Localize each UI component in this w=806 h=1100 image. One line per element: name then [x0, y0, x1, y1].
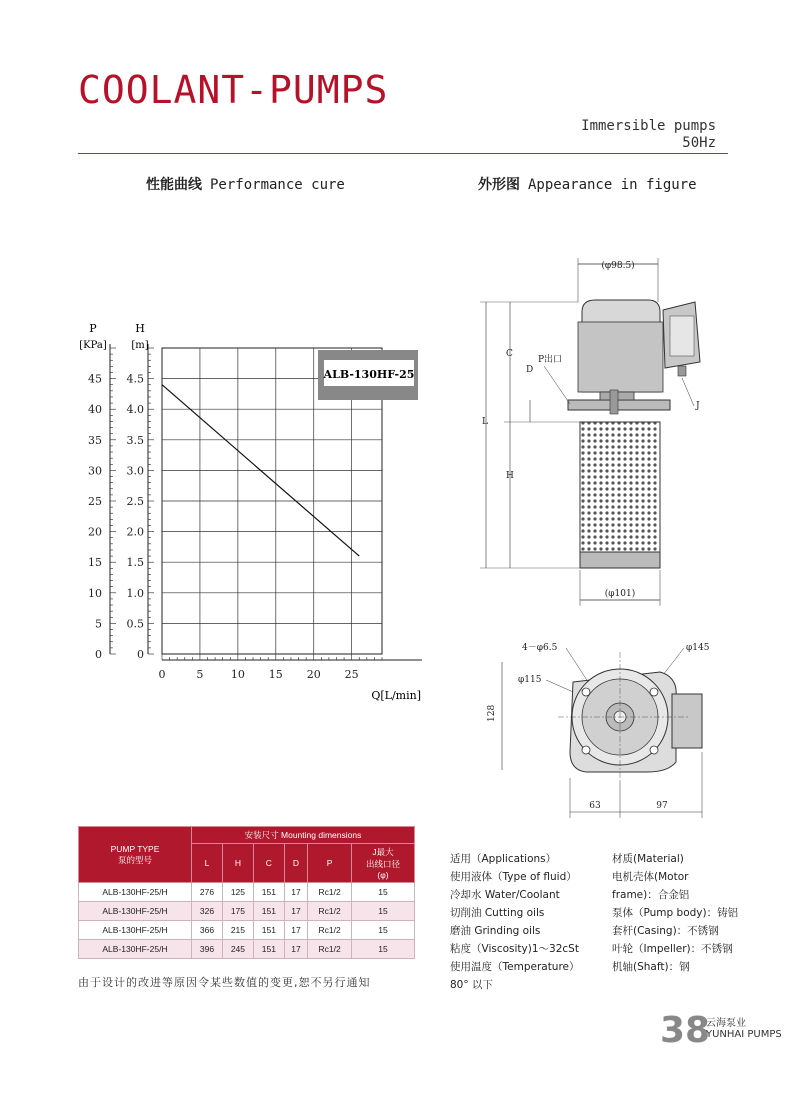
cell-type: ALB-130HF-25/H	[79, 883, 192, 902]
plan-terminal-box	[672, 694, 702, 748]
cell-d: 17	[284, 902, 307, 921]
material-line: 电机壳体(Motor	[612, 871, 689, 883]
brand-en: YUNHAI PUMPS	[706, 1029, 782, 1040]
performance-heading-en: Performance cure	[210, 177, 345, 193]
col-j-line2: 出线口径	[366, 859, 401, 869]
dim-c: C	[506, 349, 513, 359]
outlet-port	[610, 390, 618, 414]
material-line: 泵体（Pump body)：铸铝	[612, 907, 739, 919]
dim-l: L	[482, 417, 488, 427]
x-tick-label: 0	[158, 668, 166, 681]
p-tick-label: 45	[88, 372, 102, 386]
col-j	[352, 844, 415, 883]
cell-j: 15	[352, 921, 415, 940]
strainer-casing	[580, 422, 660, 552]
table-row	[79, 940, 415, 959]
app-line: 80° 以下	[450, 979, 493, 991]
x-tick-label: 15	[268, 668, 283, 681]
col-p: P	[308, 844, 352, 883]
p-tick-label: 25	[88, 495, 102, 508]
cell-c: 151	[253, 883, 284, 902]
page-title: COOLANT-PUMPS	[78, 68, 389, 112]
material-list	[612, 850, 762, 976]
performance-heading-cn: 性能曲线	[146, 177, 202, 193]
col-h: H	[222, 844, 253, 883]
cell-h: 175	[222, 902, 253, 921]
page-number: 38	[660, 1010, 711, 1051]
h-tick-label: 0.5	[126, 617, 144, 631]
app-line: 粘度（Viscosity)1～32cSt	[450, 943, 579, 955]
cell-l: 326	[192, 902, 223, 921]
col-pump-type	[79, 827, 192, 883]
p-tick-label: 20	[88, 525, 102, 539]
cell-c: 151	[253, 902, 284, 921]
h-tick-label: 0	[137, 648, 144, 661]
x-axis-label: Q[L/min]	[371, 689, 421, 702]
subtitle: Immersible pumps	[581, 118, 716, 134]
p-tick-label: 0	[95, 648, 102, 661]
col-pump-type-en: PUMP TYPE	[110, 843, 160, 854]
applications-list	[450, 850, 610, 994]
app-line: 切削油 Cutting oils	[450, 907, 545, 919]
x-tick-label: 10	[230, 668, 245, 681]
specification-table	[78, 826, 415, 959]
cell-j: 15	[352, 883, 415, 902]
dim-j: J	[696, 401, 700, 411]
plan-d115-label: φ115	[518, 675, 542, 685]
p-tick-label: 40	[88, 403, 102, 417]
col-l: L	[192, 844, 223, 883]
cell-l: 276	[192, 883, 223, 902]
h-tick-label: 4.5	[126, 372, 144, 386]
h-tick-label: 3.5	[126, 433, 144, 447]
dim-top: (φ98.5)	[601, 261, 635, 271]
col-j-line3: (φ)	[377, 870, 389, 880]
material-line: frame)：合金铝	[612, 889, 690, 901]
cell-j: 15	[352, 902, 415, 921]
plan-128-label: 128	[487, 704, 497, 722]
dim-bottom: (φ101)	[604, 589, 636, 599]
appearance-heading	[478, 174, 697, 194]
plan-97-label: 97	[656, 801, 668, 811]
h-tick-label: 1.5	[126, 556, 144, 570]
plan-d145-label: φ145	[686, 643, 710, 653]
app-line: 使用温度（Temperature）	[450, 961, 580, 973]
cell-h: 125	[222, 883, 253, 902]
cell-l: 366	[192, 921, 223, 940]
app-line: 磨油 Grinding oils	[450, 925, 541, 937]
dim-d: D	[526, 365, 534, 375]
plan-view-drawing	[478, 632, 738, 822]
p-axis-unit: [KPa]	[79, 340, 107, 351]
h-axis-unit: [m]	[131, 340, 149, 351]
p-tick-label: 30	[88, 464, 102, 478]
cell-c: 151	[253, 921, 284, 940]
disclaimer-note: 由于设计的改进等原因令某些数值的变更,恕不另行通知	[78, 976, 371, 989]
p-tick-label: 10	[88, 586, 102, 600]
material-line: 机轴(Shaft)：钢	[612, 961, 690, 973]
cell-h: 245	[222, 940, 253, 959]
x-tick-label: 25	[344, 668, 359, 681]
cell-p: Rc1/2	[308, 921, 352, 940]
side-elevation-drawing	[460, 252, 730, 612]
h-tick-label: 2.5	[126, 495, 144, 508]
legend-label: ALB-130HF-25	[323, 368, 415, 381]
cell-h: 215	[222, 921, 253, 940]
col-j-line1: J最大	[372, 847, 394, 857]
appearance-heading-cn: 外形图	[478, 177, 520, 193]
cell-p: Rc1/2	[308, 940, 352, 959]
material-line: 材质(Material)	[612, 853, 684, 865]
cell-l: 396	[192, 940, 223, 959]
app-line: 冷却水 Water/Coolant	[450, 889, 560, 901]
cell-p: Rc1/2	[308, 902, 352, 921]
p-axis-label: P	[89, 322, 97, 335]
h-axis-label: H	[135, 322, 145, 335]
brand-block	[706, 1018, 782, 1040]
cell-type: ALB-130HF-25/H	[79, 921, 192, 940]
p-outlet-label: P出口	[538, 355, 563, 365]
x-tick-label: 20	[306, 668, 321, 681]
plan-63-label: 63	[589, 801, 601, 811]
mount-flange	[568, 400, 670, 410]
h-tick-label: 4.0	[126, 403, 144, 417]
app-line: 使用液体（Type of fluid）	[450, 871, 577, 883]
appearance-heading-en: Appearance in figure	[528, 177, 697, 193]
cell-p: Rc1/2	[308, 883, 352, 902]
cell-type: ALB-130HF-25/H	[79, 902, 192, 921]
col-group-mounting: 安装尺寸 Mounting dimensions	[192, 827, 415, 844]
dim-h: H	[506, 471, 514, 481]
performance-chart	[66, 318, 436, 710]
p-tick-label: 35	[88, 433, 102, 447]
cell-type: ALB-130HF-25/H	[79, 940, 192, 959]
material-line: 叶轮（Impeller)：不锈钢	[612, 943, 733, 955]
performance-heading	[146, 174, 345, 194]
col-d: D	[284, 844, 307, 883]
cell-j: 15	[352, 940, 415, 959]
h-tick-label: 2.0	[126, 525, 144, 539]
app-line: 适用（Applications）	[450, 853, 557, 865]
x-tick-label: 5	[196, 668, 204, 681]
cell-c: 151	[253, 940, 284, 959]
col-pump-type-cn: 泵的型号	[117, 854, 152, 865]
table-row	[79, 883, 415, 902]
frequency-label: 50Hz	[682, 135, 716, 151]
p-tick-label: 5	[95, 617, 102, 631]
cell-d: 17	[284, 940, 307, 959]
col-c: C	[253, 844, 284, 883]
cell-d: 17	[284, 921, 307, 940]
cell-d: 17	[284, 883, 307, 902]
h-tick-label: 3.0	[126, 464, 144, 478]
table-row	[79, 921, 415, 940]
p-tick-label: 15	[88, 556, 102, 570]
table-row	[79, 902, 415, 921]
plan-holes-label: 4－φ6.5	[522, 643, 558, 653]
header-divider	[78, 153, 728, 154]
brand-cn: 云海泵业	[706, 1018, 746, 1029]
material-line: 套杆(Casing)：不锈钢	[612, 925, 719, 937]
h-tick-label: 1.0	[126, 586, 144, 600]
